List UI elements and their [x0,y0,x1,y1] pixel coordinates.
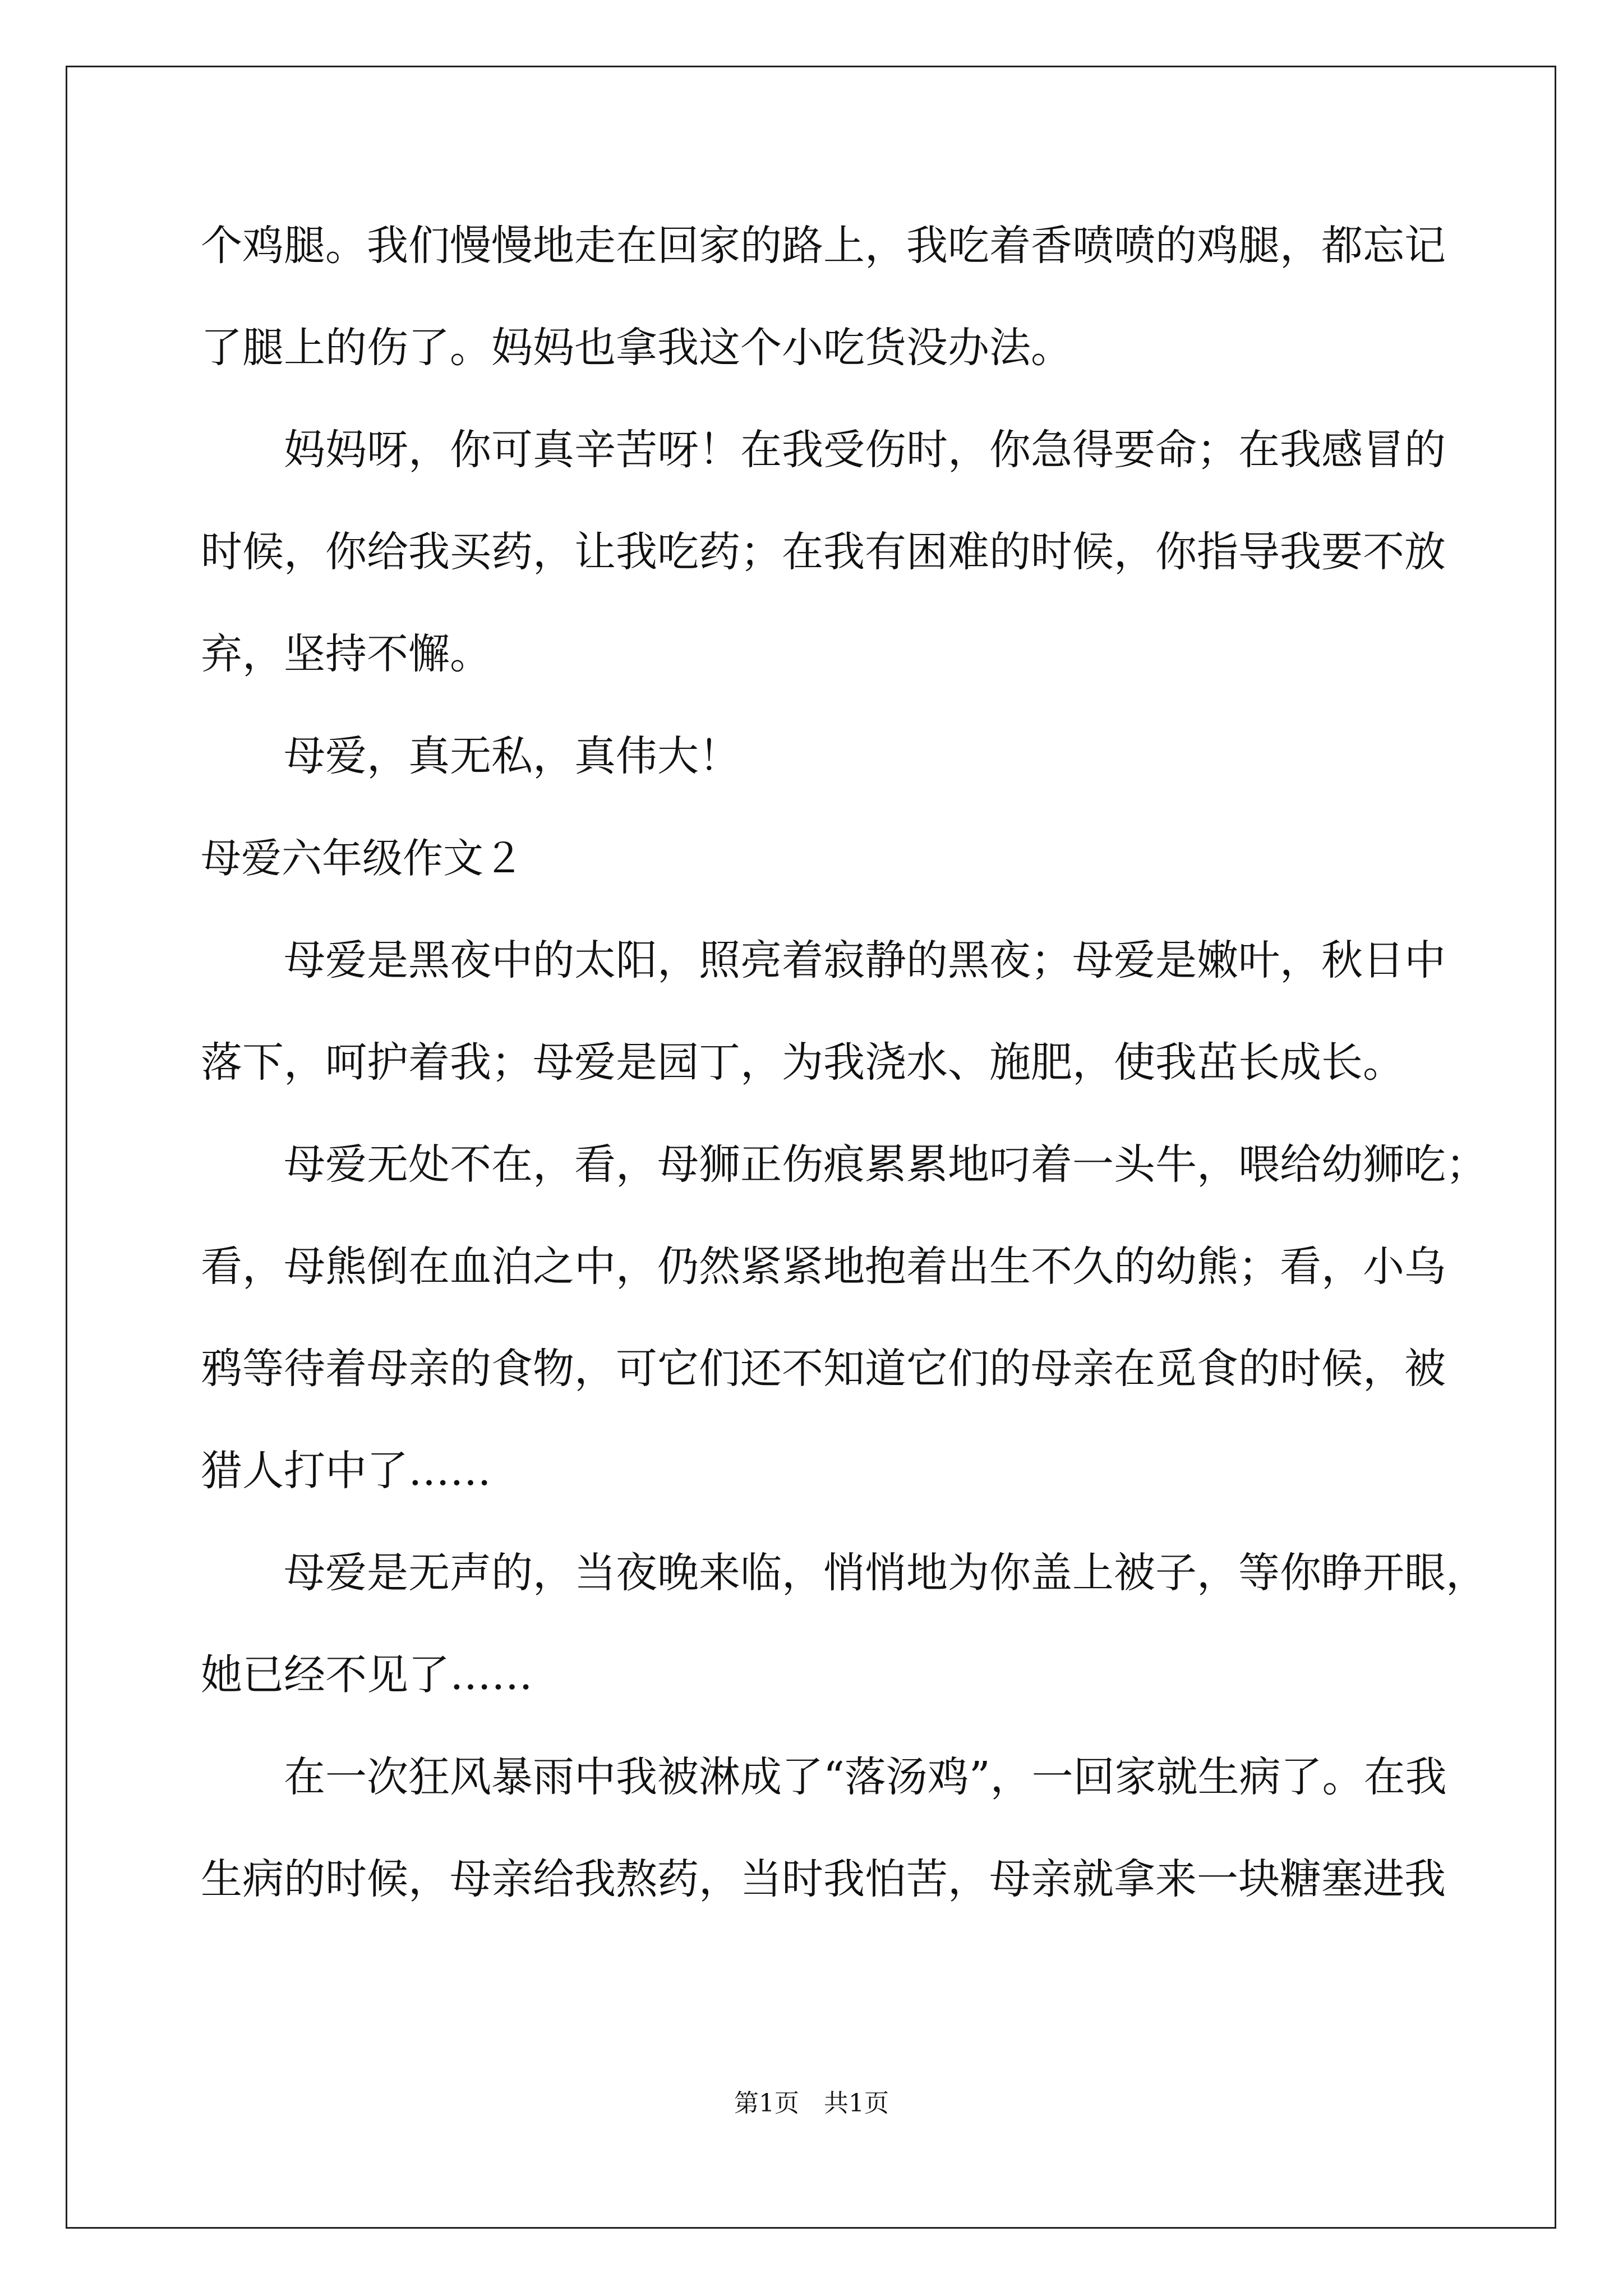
text-line-9: 落下，呵护着我；母爱是园丁，为我浇水、施肥，使我茁长成长。 [201,1038,1404,1087]
paragraph-start-line-6: 母爱，真无私，真伟大！ [284,732,740,780]
page-number-footer: 第1页 共1页 [734,2089,889,2118]
paragraph-start-line-3: 妈妈呀，你可真辛苦呀！在我受伤时，你急得要命；在我感冒的 [284,426,1446,474]
paragraph-start-line-14: 母爱是无声的，当夜晚来临，悄悄地为你盖上被子，等你睁开眼， [284,1549,1487,1597]
text-line-5: 弃，坚持不懈。 [201,630,491,678]
paragraph-start-line-16: 在一次狂风暴雨中我被淋成了“落汤鸡”，一回家就生病了。在我 [284,1753,1447,1801]
text-line-15: 她已经不见了…… [201,1651,533,1699]
text-line-4: 时候，你给我买药，让我吃药；在我有困难的时候，你指导我要不放 [201,528,1446,576]
paragraph-start-line-10: 母爱无处不在，看，母狮正伤痕累累地叼着一头牛，喂给幼狮吃； [284,1140,1487,1189]
text-line-1: 个鸡腿。我们慢慢地走在回家的路上，我吃着香喷喷的鸡腿，都忘记 [201,222,1446,270]
text-line-12: 鸦等待着母亲的食物，可它们还不知道它们的母亲在觅食的时候，被 [201,1345,1446,1393]
text-line-13: 猎人打中了…… [201,1447,491,1495]
text-line-11: 看，母熊倒在血泊之中，仍然紧紧地抱着出生不久的幼熊；看，小乌 [201,1243,1446,1291]
paragraph-start-line-8: 母爱是黑夜中的太阳，照亮着寂静的黑夜；母爱是嫩叶，秋日中 [284,936,1446,984]
section-title: 母爱六年级作文２ [201,835,524,882]
text-line-17: 生病的时候，母亲给我熬药，当时我怕苦，母亲就拿来一块糖塞进我 [201,1855,1446,1903]
text-line-2: 了腿上的伤了。妈妈也拿我这个小吃货没办法。 [201,324,1072,372]
